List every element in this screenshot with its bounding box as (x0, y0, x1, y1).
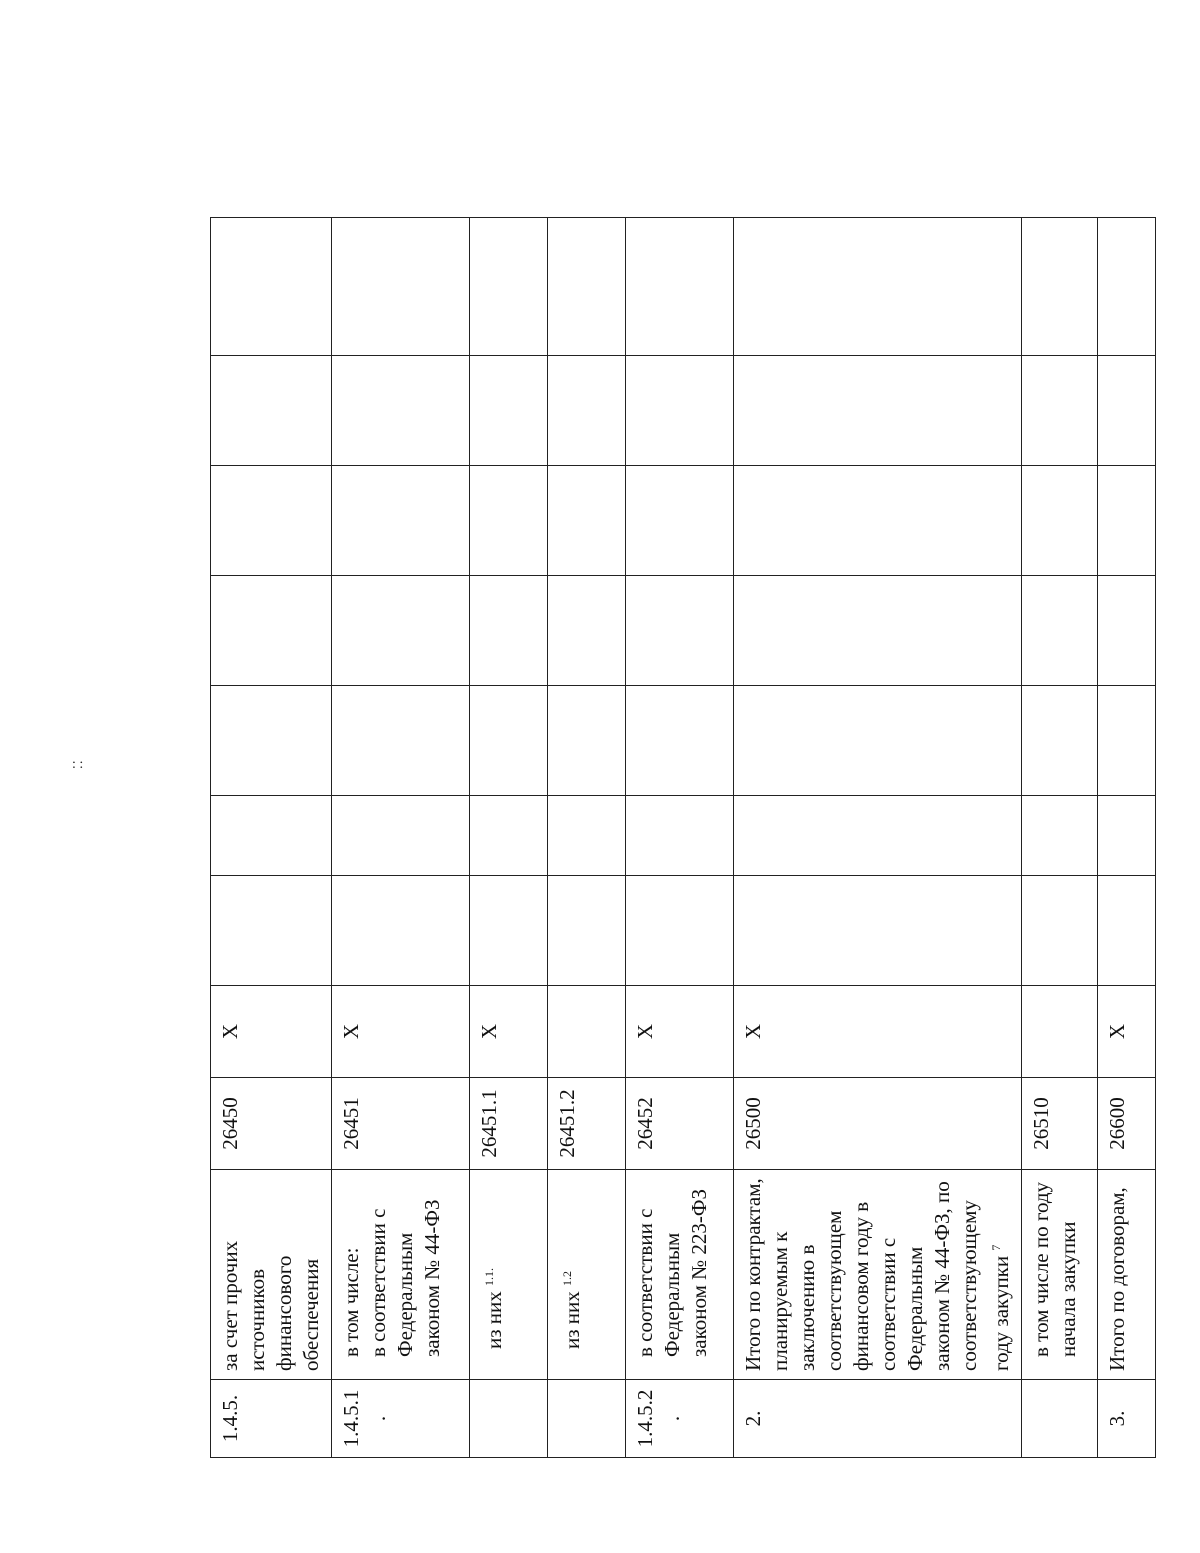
empty-cell (1022, 576, 1098, 686)
row-x-mark: X (470, 986, 548, 1078)
footnote-mark: 1.2 (560, 1270, 574, 1286)
empty-cell (548, 466, 626, 576)
row-number: 1.4.5. (211, 1380, 332, 1458)
row-code: 26451.2 (548, 1078, 626, 1170)
table-row (1022, 218, 1098, 1458)
empty-cell (626, 218, 734, 356)
empty-cell (332, 218, 470, 356)
footnote-mark: 7 (989, 1244, 1003, 1251)
row-code: 26450 (211, 1078, 332, 1170)
empty-cell (332, 876, 470, 986)
empty-cell (211, 876, 332, 986)
empty-cell (1098, 356, 1156, 466)
empty-cell (211, 796, 332, 876)
row-name: в соответствии с Федеральным законом № 223-ФЗ (626, 1170, 734, 1380)
row-name-text: Итого по контрактам, планируемым к заключению в соответствующем финансовом году в соответствии с Федеральным законом № 44-ФЗ, по соответствующему году закупки (741, 1178, 1013, 1371)
empty-cell (1098, 576, 1156, 686)
empty-cell (332, 686, 470, 796)
empty-cell (734, 576, 1022, 686)
row-x-mark: X (211, 986, 332, 1078)
empty-cell (734, 686, 1022, 796)
empty-cell (332, 466, 470, 576)
empty-cell (1098, 796, 1156, 876)
empty-cell (626, 356, 734, 466)
empty-cell (211, 686, 332, 796)
table-row (332, 218, 470, 1458)
table-row (734, 218, 1022, 1458)
row-name: в том числе по году начала закупки (1022, 1170, 1098, 1380)
row-name-text: из них (482, 1291, 506, 1349)
row-number (1022, 1380, 1098, 1458)
row-name (548, 1170, 626, 1380)
empty-cell (211, 356, 332, 466)
empty-cell (470, 796, 548, 876)
empty-cell (470, 876, 548, 986)
table-row (211, 218, 332, 1458)
row-x-mark: X (626, 986, 734, 1078)
row-name (332, 1170, 470, 1380)
row-name: за счет прочих источников финансового обеспечения (211, 1170, 332, 1380)
row-number: 2. (734, 1380, 1022, 1458)
empty-cell (470, 218, 548, 356)
row-number: 1.4.5.2. (626, 1380, 734, 1458)
row-x-mark (1022, 986, 1098, 1078)
empty-cell (211, 218, 332, 356)
row-code: 26500 (734, 1078, 1022, 1170)
row-code: 26452 (626, 1078, 734, 1170)
empty-cell (626, 796, 734, 876)
table-row (626, 218, 734, 1458)
empty-cell (626, 876, 734, 986)
empty-cell (470, 576, 548, 686)
row-name (470, 1170, 548, 1380)
empty-cell (211, 576, 332, 686)
empty-cell (1098, 876, 1156, 986)
row-code: 26600 (1098, 1078, 1156, 1170)
empty-cell (734, 356, 1022, 466)
empty-cell (1022, 466, 1098, 576)
empty-cell (626, 576, 734, 686)
empty-cell (1098, 218, 1156, 356)
page-mark: : : (72, 757, 84, 772)
empty-cell (734, 876, 1022, 986)
empty-cell (470, 356, 548, 466)
empty-cell (734, 466, 1022, 576)
row-name: Итого по договорам, (1098, 1170, 1156, 1380)
empty-cell (734, 218, 1022, 356)
row-number: 3. (1098, 1380, 1156, 1458)
empty-cell (626, 466, 734, 576)
row-name-text: из них (560, 1291, 584, 1349)
row-x-mark: X (1098, 986, 1156, 1078)
empty-cell (548, 576, 626, 686)
empty-cell (1022, 876, 1098, 986)
empty-cell (332, 796, 470, 876)
table-row (1098, 218, 1156, 1458)
empty-cell (548, 218, 626, 356)
row-number: 1.4.5.1. (332, 1380, 470, 1458)
empty-cell (548, 876, 626, 986)
empty-cell (626, 686, 734, 796)
row-x-mark: X (734, 986, 1022, 1078)
table-row (470, 218, 548, 1458)
row-code: 26510 (1022, 1078, 1098, 1170)
row-name (734, 1170, 1022, 1380)
row-name-line: в соответствии с Федеральным законом № 44-ФЗ (366, 1199, 444, 1357)
footnote-mark: 1.1. (482, 1267, 496, 1286)
row-name-line: в том числе: (339, 1247, 363, 1357)
empty-cell (1022, 356, 1098, 466)
empty-cell (332, 576, 470, 686)
empty-cell (1098, 466, 1156, 576)
empty-cell (548, 686, 626, 796)
row-x-mark (548, 986, 626, 1078)
procurement-table (210, 217, 1156, 1458)
empty-cell (1022, 218, 1098, 356)
rotated-table-wrapper (210, 218, 1129, 1458)
row-code: 26451 (332, 1078, 470, 1170)
table-row (548, 218, 626, 1458)
row-number (548, 1380, 626, 1458)
empty-cell (332, 356, 470, 466)
empty-cell (1098, 686, 1156, 796)
empty-cell (470, 686, 548, 796)
empty-cell (548, 796, 626, 876)
empty-cell (1022, 796, 1098, 876)
empty-cell (1022, 686, 1098, 796)
empty-cell (734, 796, 1022, 876)
row-number (470, 1380, 548, 1458)
row-x-mark: X (332, 986, 470, 1078)
empty-cell (211, 466, 332, 576)
empty-cell (548, 356, 626, 466)
row-code: 26451.1 (470, 1078, 548, 1170)
empty-cell (470, 466, 548, 576)
